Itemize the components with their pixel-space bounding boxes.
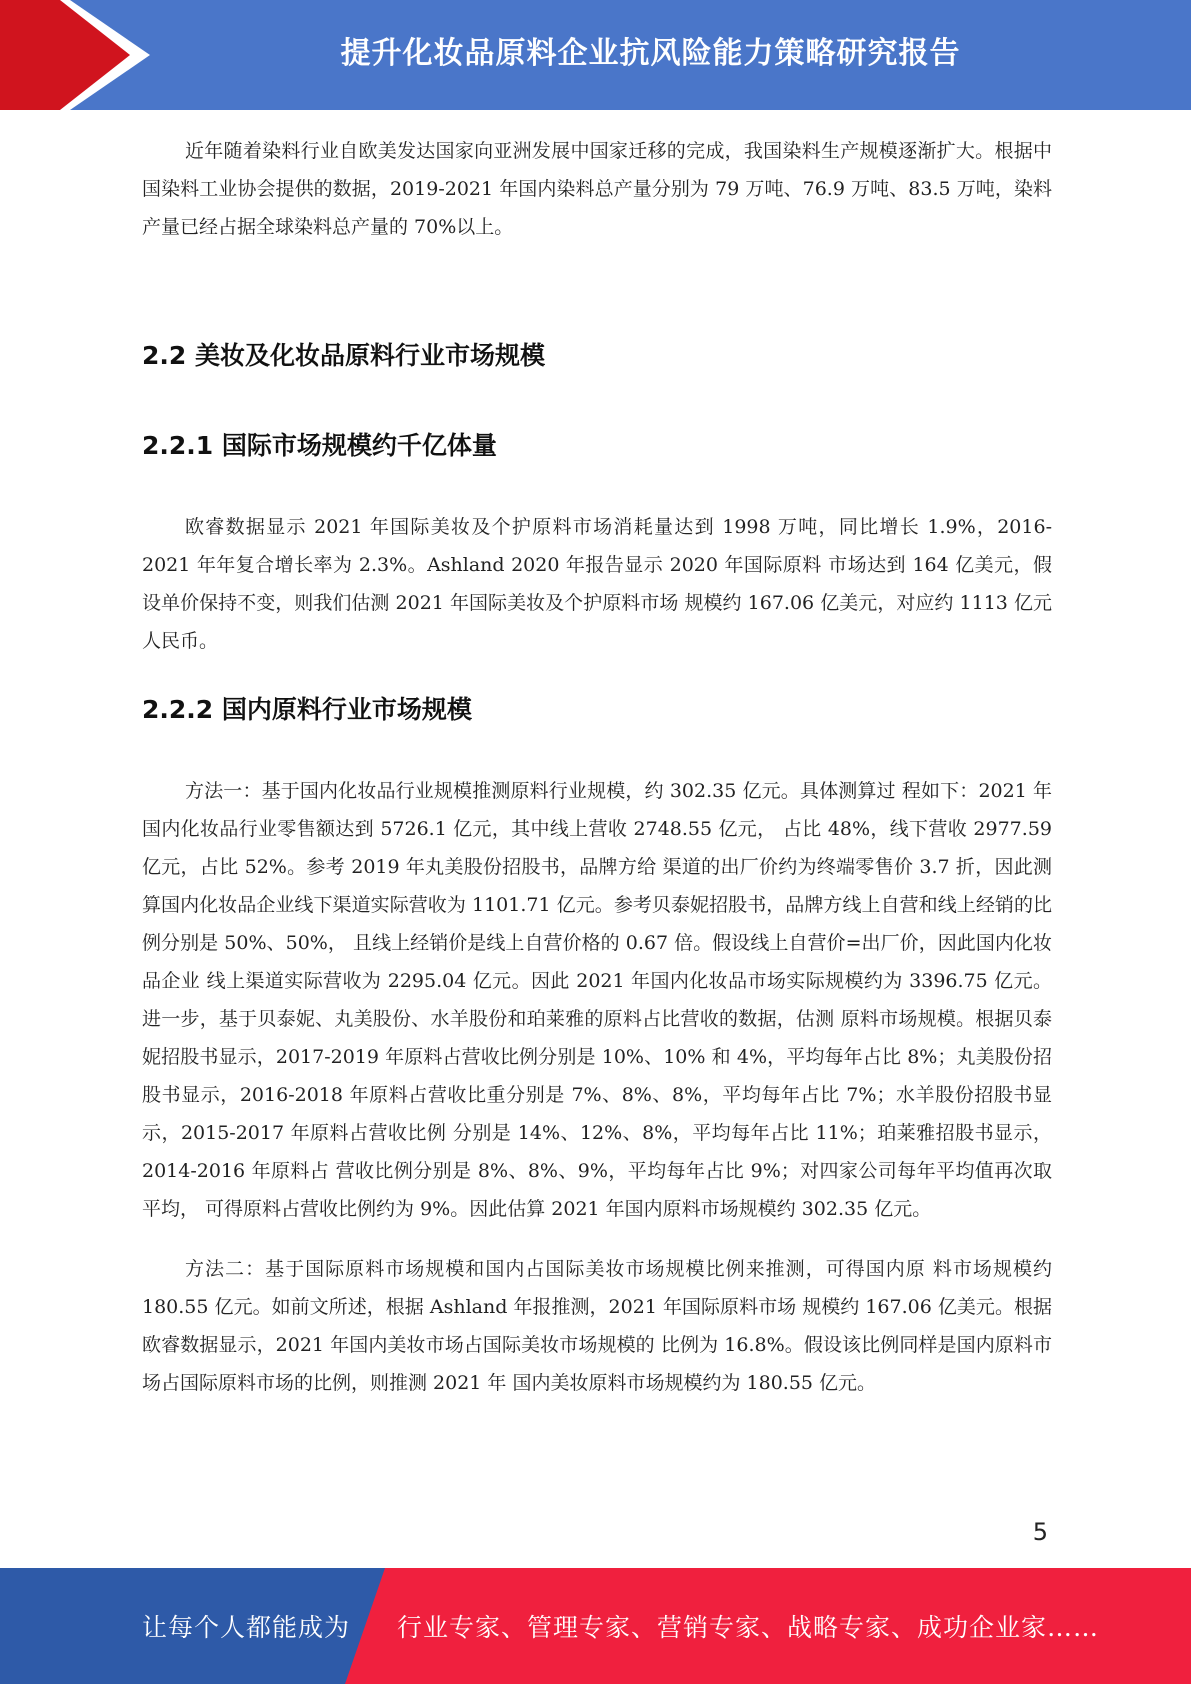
page-footer xyxy=(0,1568,1191,1684)
report-title: 提升化妆品原料企业抗风险能力策略研究报告 xyxy=(340,36,961,71)
footer-slogan-right: 行业专家、管理专家、营销专家、战略专家、成功企业家…… xyxy=(397,1613,1100,1642)
section-heading-2-2: 2.2 美妆及化妆品原料行业市场规模 xyxy=(142,341,545,370)
method-one-paragraph: 方法一：基于国内化妆品行业规模推测原料行业规模，约 302.35 亿元。具体测算过 程如下：2021 年国内化妆品行业零售额达到 5726.1 亿元，其中线上营收 2748.55 亿元， 占比 48%，线下营收 2977.59 亿元，占比 52%。参考 2019 年丸美股份招股书，品牌方给 渠道的出厂价约为终端零售价 3.7 折，因此测算国内化妆品企业线下渠道实际营收为 1101.71 亿元。参考贝泰妮招股书，品牌方线上自营和线上经销的比例分别是 50%、50%， 且线上经销价是线上自营价格的 0.67 倍。假设线上自营价=出厂价，因此国内化妆品企业 线上渠道实际营收为 2295.04 亿元。因此 2021 年国内化妆品市场实际规模约为 3396.75 亿元。进一步，基于贝泰妮、丸美股份、水羊股份和珀莱雅的原料占比营收的数据，估测 原料市场规模。根据贝泰妮招股书显示，2017-2019 年原料占营收比例分别是 10%、10% 和 4%，平均每年占比 8%；丸美股份招股书显示，2016-2018 年原料占营收比重分别是 7%、8%、8%，平均每年占比 7%；水羊股份招股书显示，2015-2017 年原料占营收比例 分别是 14%、12%、8%，平均每年占比 11%；珀莱雅招股书显示，2014-2016 年原料占 营收比例分别是 8%、8%、9%，平均每年占比 9%；对四家公司每年平均值再次取平均， 可得原料占营收比例约为 9%。因此估算 2021 年国内原料市场规模约 302.35 亿元。 xyxy=(142,780,1052,1220)
international-market-paragraph: 欧睿数据显示 2021 年国际美妆及个护原料市场消耗量达到 1998 万吨，同比增长 1.9%，2016-2021 年年复合增长率为 2.3%。Ashland 2020 年报告显示 2020 年国际原料 市场达到 164 亿美元，假设单价保持不变，则我们估测 2021 年国际美妆及个护原料市场 规模约 167.06 亿美元，对应约 1113 亿元人民币。 xyxy=(142,516,1052,652)
intro-paragraph: 近年随着染料行业自欧美发达国家向亚洲发展中国家迁移的完成，我国染料生产规模逐渐扩大。根据中国染料工业协会提供的数据，2019-2021 年国内染料总产量分别为 79 万吨、76.9 万吨、83.5 万吨，染料产量已经占据全球染料总产量的 70%以上。 xyxy=(142,140,1052,238)
page-header xyxy=(0,0,1191,110)
page-content xyxy=(142,132,1052,1402)
section-heading-2-2-2: 2.2.2 国内原料行业市场规模 xyxy=(142,695,472,724)
header-arrow-decoration xyxy=(0,0,160,110)
footer-slogan-left: 让每个人都能成为 xyxy=(142,1613,351,1642)
section-heading-2-2-1: 2.2.1 国际市场规模约千亿体量 xyxy=(142,431,497,460)
method-two-paragraph: 方法二：基于国际原料市场规模和国内占国际美妆市场规模比例来推测，可得国内原 料市场规模约 180.55 亿元。如前文所述，根据 Ashland 年报推测，2021 年国际原料市场 规模约 167.06 亿美元。根据欧睿数据显示，2021 年国内美妆市场占国际美妆市场规模的 比例为 16.8%。假设该比例同样是国内原料市场占国际原料市场的比例，则推测 2021 年 国内美妆原料市场规模约为 180.55 亿元。 xyxy=(142,1258,1052,1394)
page-number: 5 xyxy=(1032,1518,1048,1546)
